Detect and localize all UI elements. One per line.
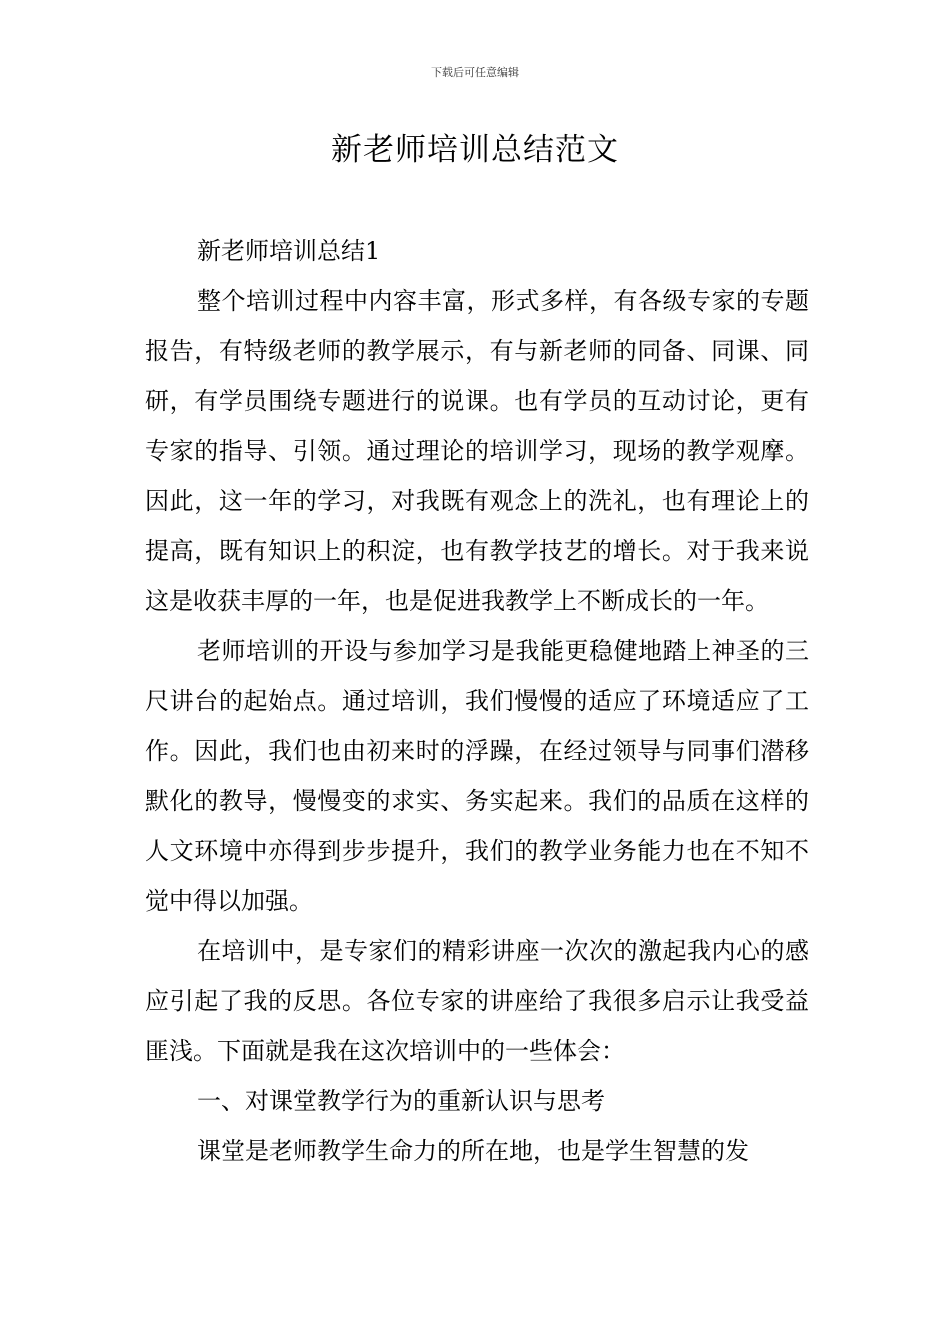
document-body [145, 226, 809, 1176]
paragraph-4: 课堂是老师教学生命力的所在地，也是学生智慧的发 [197, 1137, 749, 1165]
header-note: 下载后可任意编辑 [431, 66, 519, 79]
paragraph-2: 老师培训的开设与参加学习是我能更稳健地踏上神圣的三尺讲台的起始点。通过培训，我们慢慢的适应了环境适应了工作。因此，我们也由初来时的浮躁，在经过领导与同事们潜移默化的教导，慢慢变的求实、务实起来。我们的品质在这样的人文环境中亦得到步步提升，我们的教学业务能力也在不知不觉中得以加强。 [145, 637, 809, 915]
section-heading: 新老师培训总结1 [197, 237, 381, 265]
paragraph-1: 整个培训过程中内容丰富，形式多样，有各级专家的专题报告，有特级老师的教学展示，有与新老师的同备、同课、同研，有学员围绕专题进行的说课。也有学员的互动讨论，更有专家的指导、引领。通过理论的培训学习，现场的教学观摩。因此，这一年的学习，对我既有观念上的洗礼，也有理论上的提高，既有知识上的积淀，也有教学技艺的增长。对于我来说这是收获丰厚的一年，也是促进我教学上不断成长的一年。 [145, 287, 809, 615]
subheading: 一、对课堂教学行为的重新认识与思考 [197, 1087, 605, 1115]
document-title: 新老师培训总结范文 [331, 132, 619, 168]
paragraph-3: 在培训中，是专家们的精彩讲座一次次的激起我内心的感应引起了我的反思。各位专家的讲座给了我很多启示让我受益匪浅。下面就是我在这次培训中的一些体会： [145, 937, 809, 1065]
